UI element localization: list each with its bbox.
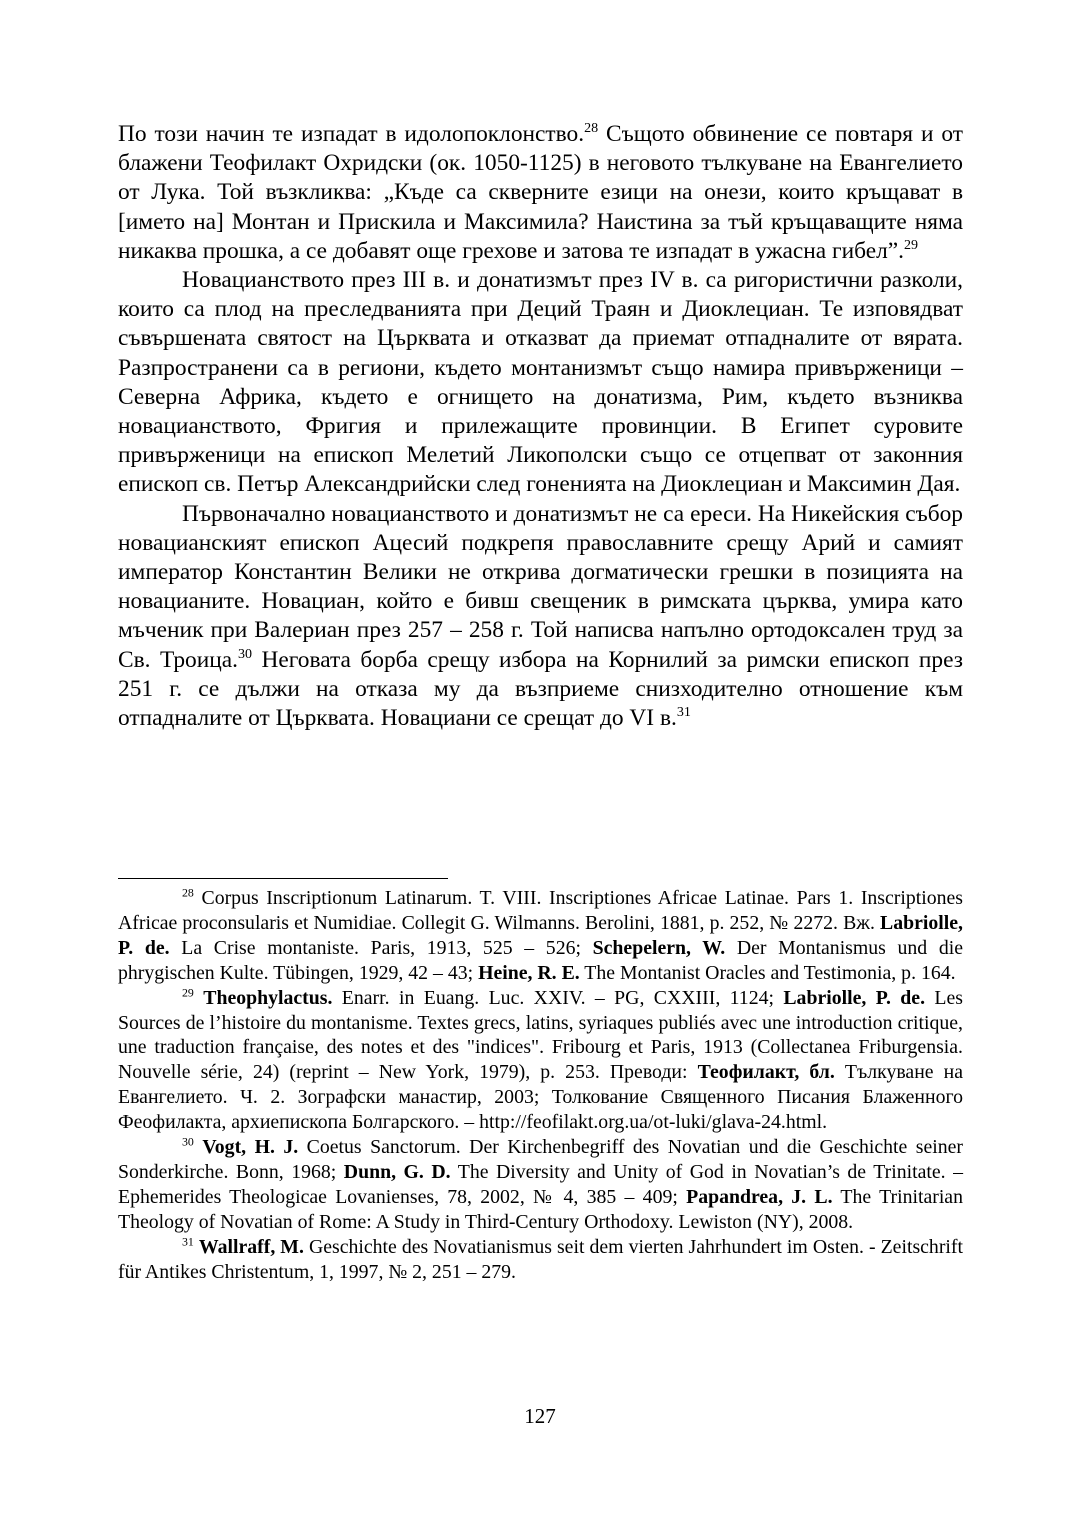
footnote-number: 31: [182, 1234, 194, 1249]
paragraph-text: Неговата борба срещу избора на Корнилий за римски епископ през 251 г. се дължи на отказа му да възприеме снизходително отношение към отпадналите от Църквата. Новациани се срещат до VI в.: [118, 646, 963, 732]
footnote-text: Les Sources de l’histoire du montanisme. Textes grecs, latins, syriaques publiés avec une introduction critique, une traduction française, des notes et des "indices". Fribourg et Paris, 1913 (Collectanea Friburgensia. Nouvelle série, 24) (reprint – New York, 1979), p. 253. Преводи:: [118, 986, 963, 1084]
footnote-text: Тълкуване на Евангелието. Ч. 2. Зографски манастир, 2003; Толкование Священного Писания Блаженного Феофилакта, архиепископа Болгарского. – http://feofilakt.org.ua/ot-luki/glava-24.html.: [118, 1061, 963, 1134]
footnote-text: Der Montanismus und die phrygischen Kulte. Tübingen, 1929, 42 – 43;: [118, 936, 964, 984]
author-name: Theophylactus.: [203, 986, 333, 1009]
footnote-text: La Crise montaniste. Paris, 1913, 525 – 526;: [169, 936, 593, 959]
paragraph-2: Новацианството през III в. и донатизмът през IV в. са ригористични разколи, които са плод на преследванията при Деций Траян и Диоклециан. Те изповядват съвършената святост на Църквата и отказват да приемат отпадналите от вярата. Разпространени са в региони, където монтанизмът също намира привърженици – Северна Африка, където е огнището на донатизма, Рим, където възниква новацианството, Фригия и прилежащите провинции. В Египет суровите привърженици на епископ Мелетий Ликополски също се отцепват от законния епископ св. Петър Александрийски след гоненията на Диоклециан и Максимин Дая.: [118, 267, 963, 498]
footnote-number: 28: [182, 885, 194, 900]
footnote-text: The Trinitarian Theology of Novatian of Rome: A Study in Third-Century Orthodoxy. Lewiston (NY), 2008.: [118, 1185, 963, 1233]
footnote-text: Coetus Sanctorum. Der Kirchenbegriff des Novatian und die Geschichte seiner Sonderkirche. Bonn, 1968;: [118, 1136, 964, 1183]
paragraph-text: По този начин те изпадат в идолопоклонство.: [118, 121, 585, 147]
paragraph-3: [118, 500, 963, 734]
footnote-31: [118, 1235, 963, 1285]
footnote-text: Geschichte des Novatianismus seit dem vierten Jahrhundert im Osten. - Zeitschrift für Antikes Christentum, 1, 1997, № 2, 251 – 279.: [118, 1235, 963, 1283]
page-number: 127: [524, 1404, 556, 1428]
author-name: Labriolle, P. de.: [783, 986, 926, 1009]
footnote-ref-28[interactable]: 28: [584, 120, 599, 137]
footnotes: [118, 886, 963, 1285]
footnote-number: 30: [182, 1134, 194, 1149]
footnote-ref-31[interactable]: 31: [676, 704, 691, 721]
author-name: Heine, R. E.: [478, 961, 580, 984]
footnote-text: Corpus Inscriptionum Latinarum. T. VIII. Inscriptiones Africae Latinae. Pars 1. Inscriptiones Africae proconsularis et Numidiae. Collegit G. Wilmanns. Berolini, 1881, p. 252, № 2272. Вж.: [118, 887, 963, 934]
footnote-30: [118, 1135, 963, 1235]
footnote-29: [118, 986, 963, 1135]
author-name: Wallraff, M.: [198, 1235, 304, 1258]
main-text: [118, 120, 963, 733]
footnote-number: 29: [182, 985, 194, 1000]
paragraph-text: Същото обвинение се повтаря и от блажени Теофилакт Охридски (ок. 1050-1125) в неговото тълкуване на Евангелието от Лука. Той възкликва: „Къде са скверните езици на онези, които кръщават в [името на] Монтан и Прискила и Максимила? Наистина за тъй кръщаващите няма никаква прошка, а се добавят още грехове и затова те изпадат в ужасна гибел”.: [118, 121, 963, 264]
author-name: Papandrea, J. L.: [686, 1185, 833, 1208]
author-name: Dunn, G. D.: [343, 1160, 451, 1183]
author-name: Vogt, H. J.: [202, 1136, 299, 1159]
footnote-text: The Montanist Oracles and Testimonia, p. 164.: [579, 961, 956, 984]
author-name: Labriolle, P. de.: [118, 911, 963, 959]
footnote-text: The Diversity and Unity of God in Novatian’s de Trinitate. – Ephemerides Theologicae Lovanienses, 78, 2002, № 4, 385 – 409;: [118, 1160, 963, 1208]
author-name: Теофилакт, бл.: [697, 1061, 835, 1084]
author-name: Schepelern, W.: [592, 936, 726, 959]
footnote-28: [118, 886, 963, 986]
footnote-ref-29[interactable]: 29: [904, 237, 919, 254]
paragraph-1: [118, 120, 963, 266]
footnote-ref-30[interactable]: 30: [238, 645, 253, 662]
paragraph-text: Първоначално новацианството и донатизмът не са ереси. На Никейския събор новацианският епископ Ацесий подкрепя православните срещу Арий и самият император Константин Велики не открива догматически грешки в позицията на новацианите. Новациан, който е бивш свещеник в римската църква, умира като мъченик при Валериан през 257 – 258 г. Той написва напълно ортодоксален труд за Св. Троица.: [118, 500, 963, 673]
footnote-separator: [118, 878, 448, 879]
footnote-text: Enarr. in Euang. Luc. XXIV. – PG, CXXIII, 1124;: [332, 986, 784, 1009]
